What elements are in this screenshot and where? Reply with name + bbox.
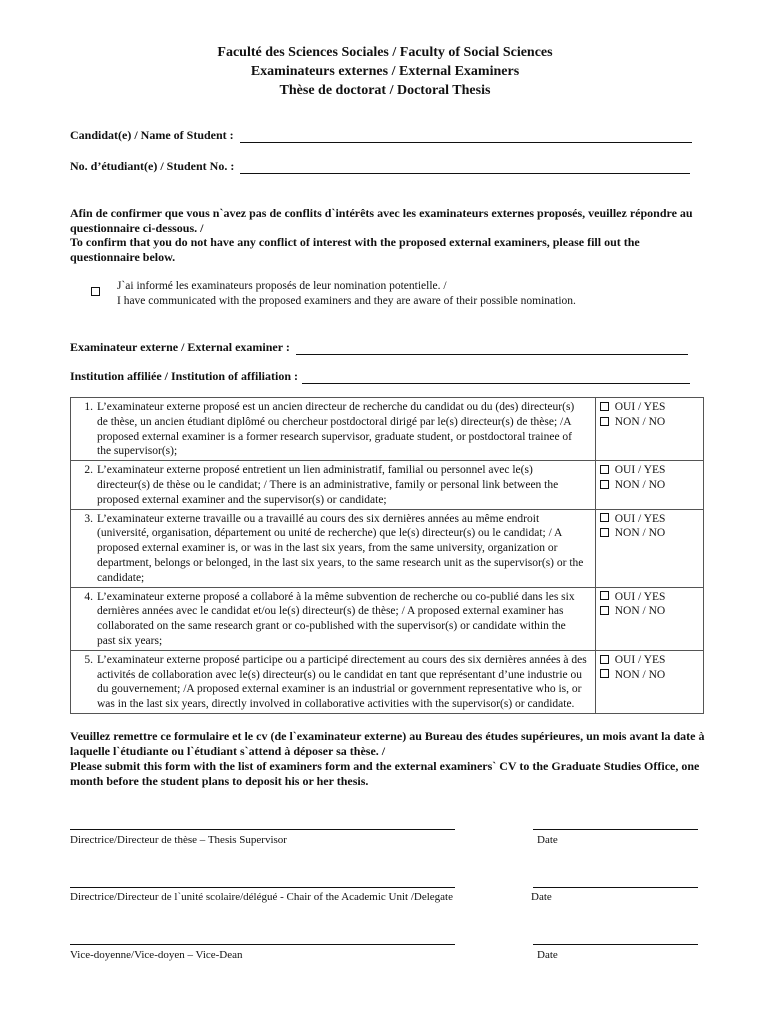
checkbox-icon	[600, 606, 609, 615]
no-option[interactable]	[600, 478, 699, 493]
question-number: 4.	[84, 590, 93, 603]
vice-dean-signature-label: Vice-doyenne/Vice-doyen – Vice-Dean	[70, 949, 243, 961]
question-row	[71, 461, 704, 509]
chair-signature-line[interactable]	[70, 887, 455, 888]
supervisor-signature-label: Directrice/Directeur de thèse – Thesis Supervisor	[70, 834, 287, 846]
question-row	[71, 398, 704, 461]
student-no-field[interactable]	[240, 161, 690, 174]
question-text: L’examinateur externe proposé participe ou a participé directement au cours des six dernières années à des activités de collaboration avec le(s) directeur(s) ou le candidat en tant que représentant d’une industrie ou du gouvernement; /A proposed external examiner is an industrial or government representative who is, or was in the last six years, directly involved in collaborative activities with the supervisor(s) or candidate.	[97, 653, 587, 711]
checkbox-icon	[600, 465, 609, 474]
chair-signature-label: Directrice/Directeur de l`unité scolaire/délégué - Chair of the Academic Unit /Delegate	[70, 891, 453, 903]
yes-option[interactable]	[600, 512, 699, 527]
chair-date-label: Date	[531, 891, 552, 903]
intro-french: Afin de confirmer que vous n`avez pas de conflits d`intérêts avec les examinateurs externes proposés, veuillez répondre au questionnaire ci-dessous. /	[70, 206, 693, 235]
examiner-label: Examinateur externe / External examiner :	[70, 340, 290, 354]
no-label: NON / NO	[614, 605, 666, 618]
checkbox-icon	[600, 591, 609, 600]
question-row	[71, 587, 704, 650]
form-title-faculty: Faculté des Sciences Sociales / Faculty of Social Sciences	[217, 45, 553, 60]
yes-option[interactable]	[600, 463, 699, 478]
checkbox-icon	[600, 402, 609, 411]
checkbox-icon	[600, 417, 609, 426]
question-number: 2.	[84, 464, 93, 477]
form-title-examiners: Examinateurs externes / External Examiners	[250, 64, 520, 79]
yes-label: OUI / YES	[614, 512, 666, 525]
supervisor-date-line[interactable]	[533, 829, 698, 830]
vice-dean-date-label: Date	[537, 949, 558, 961]
submission-french: Veuillez remettre ce formulaire et le cv (de l`examinateur externe) au Bureau des études supérieures, un mois avant la date à laquelle l`étudiante ou l`étudiant s`attend à déposer sa thèse. /	[70, 729, 705, 758]
checkbox-icon	[600, 480, 609, 489]
candidate-label: Candidat(e) / Name of Student :	[70, 128, 234, 142]
no-option[interactable]	[600, 526, 699, 541]
informed-checkbox[interactable]	[91, 283, 100, 301]
question-text: L’examinateur externe travaille ou a travaillé au cours des six dernières années au même endroit (université, organisation, département ou unité de recherche) que le(s) directeur(s) ou le candidat; / A proposed external examiner is, or was in the last six years, from the same university, organization or department, belongs or belonged, in the last six years, to the same research unit as the supervisor(s) or the candidate;	[97, 512, 584, 584]
institution-label: Institution affiliée / Institution of affiliation :	[70, 369, 299, 383]
question-row	[71, 650, 704, 713]
question-number: 3.	[84, 512, 93, 525]
chair-date-line[interactable]	[533, 887, 698, 888]
informed-text-english: I have communicated with the proposed examiners and they are aware of their possible nomination.	[117, 295, 576, 307]
question-number: 1.	[84, 401, 93, 413]
supervisor-date-label: Date	[537, 834, 558, 846]
examiner-field[interactable]	[296, 342, 688, 355]
yes-option[interactable]	[600, 653, 699, 668]
candidate-row	[70, 128, 710, 143]
no-option[interactable]	[600, 415, 699, 430]
informed-text-french: J`ai informé les examinateurs proposés de leur nomination potentielle. /	[117, 280, 447, 292]
submission-english: Please submit this form with the list of examiners form and the external examiners` CV to the Graduate Studies Office, one month before the student plans to deposit his or her thesis.	[70, 759, 700, 788]
yes-label: OUI / YES	[614, 653, 666, 666]
checkbox-icon	[600, 655, 609, 664]
examiner-row	[70, 340, 710, 355]
form-title-thesis: Thèse de doctorat / Doctoral Thesis	[279, 83, 491, 98]
question-text: L’examinateur externe proposé entretient un lien administratif, familial ou personnel avec le(s) directeur(s) de thèse ou le candidat; / There is an administrative, family or personal link between the proposed external examiner and the supervisor(s) or candidate;	[97, 464, 559, 506]
yes-option[interactable]	[600, 400, 699, 415]
vice-dean-signature-line[interactable]	[70, 944, 455, 945]
checkbox-icon	[600, 513, 609, 522]
yes-label: OUI / YES	[614, 590, 666, 603]
student-no-row	[70, 159, 710, 174]
no-option[interactable]	[600, 604, 699, 619]
checkbox-icon	[600, 669, 609, 678]
yes-label: OUI / YES	[614, 464, 666, 477]
yes-label: OUI / YES	[614, 401, 666, 413]
no-label: NON / NO	[614, 527, 666, 540]
no-label: NON / NO	[614, 478, 666, 491]
intro-english: To confirm that you do not have any conflict of interest with the proposed external examiners, please fill out the questionnaire below.	[70, 235, 640, 264]
vice-dean-date-line[interactable]	[533, 944, 698, 945]
checkbox-icon	[600, 528, 609, 537]
conflict-questionnaire	[70, 397, 704, 714]
no-option[interactable]	[600, 668, 699, 683]
question-row	[71, 509, 704, 587]
student-no-label: No. d’étudiant(e) / Student No. :	[70, 159, 235, 173]
question-number: 5.	[84, 653, 93, 666]
yes-option[interactable]	[600, 590, 699, 605]
no-label: NON / NO	[614, 415, 666, 428]
institution-field[interactable]	[302, 371, 690, 384]
supervisor-signature-line[interactable]	[70, 829, 455, 830]
question-text: L’examinateur externe proposé est un ancien directeur de recherche du candidat ou du (des) directeur(s) de thèse, un ancien étudiant diplômé ou chercheur postdoctoral dirigé par le(s) directeur(s) de thèse; /A proposed external examiner is a former research supervisor, graduate student, or postdoctoral trainee of the supervisor(s);	[97, 401, 575, 458]
question-text: L’examinateur externe proposé a collaboré à la même subvention de recherche ou co-publié dans les six dernières années avec le candidat et/ou le(s) directeur(s) de thèse; / A proposed external examiner has collaborated on the same research grant or co-published with the supervisor(s) or candidate within the past six years;	[97, 590, 575, 647]
candidate-field[interactable]	[240, 130, 692, 143]
institution-row	[70, 369, 710, 384]
no-label: NON / NO	[614, 668, 666, 681]
